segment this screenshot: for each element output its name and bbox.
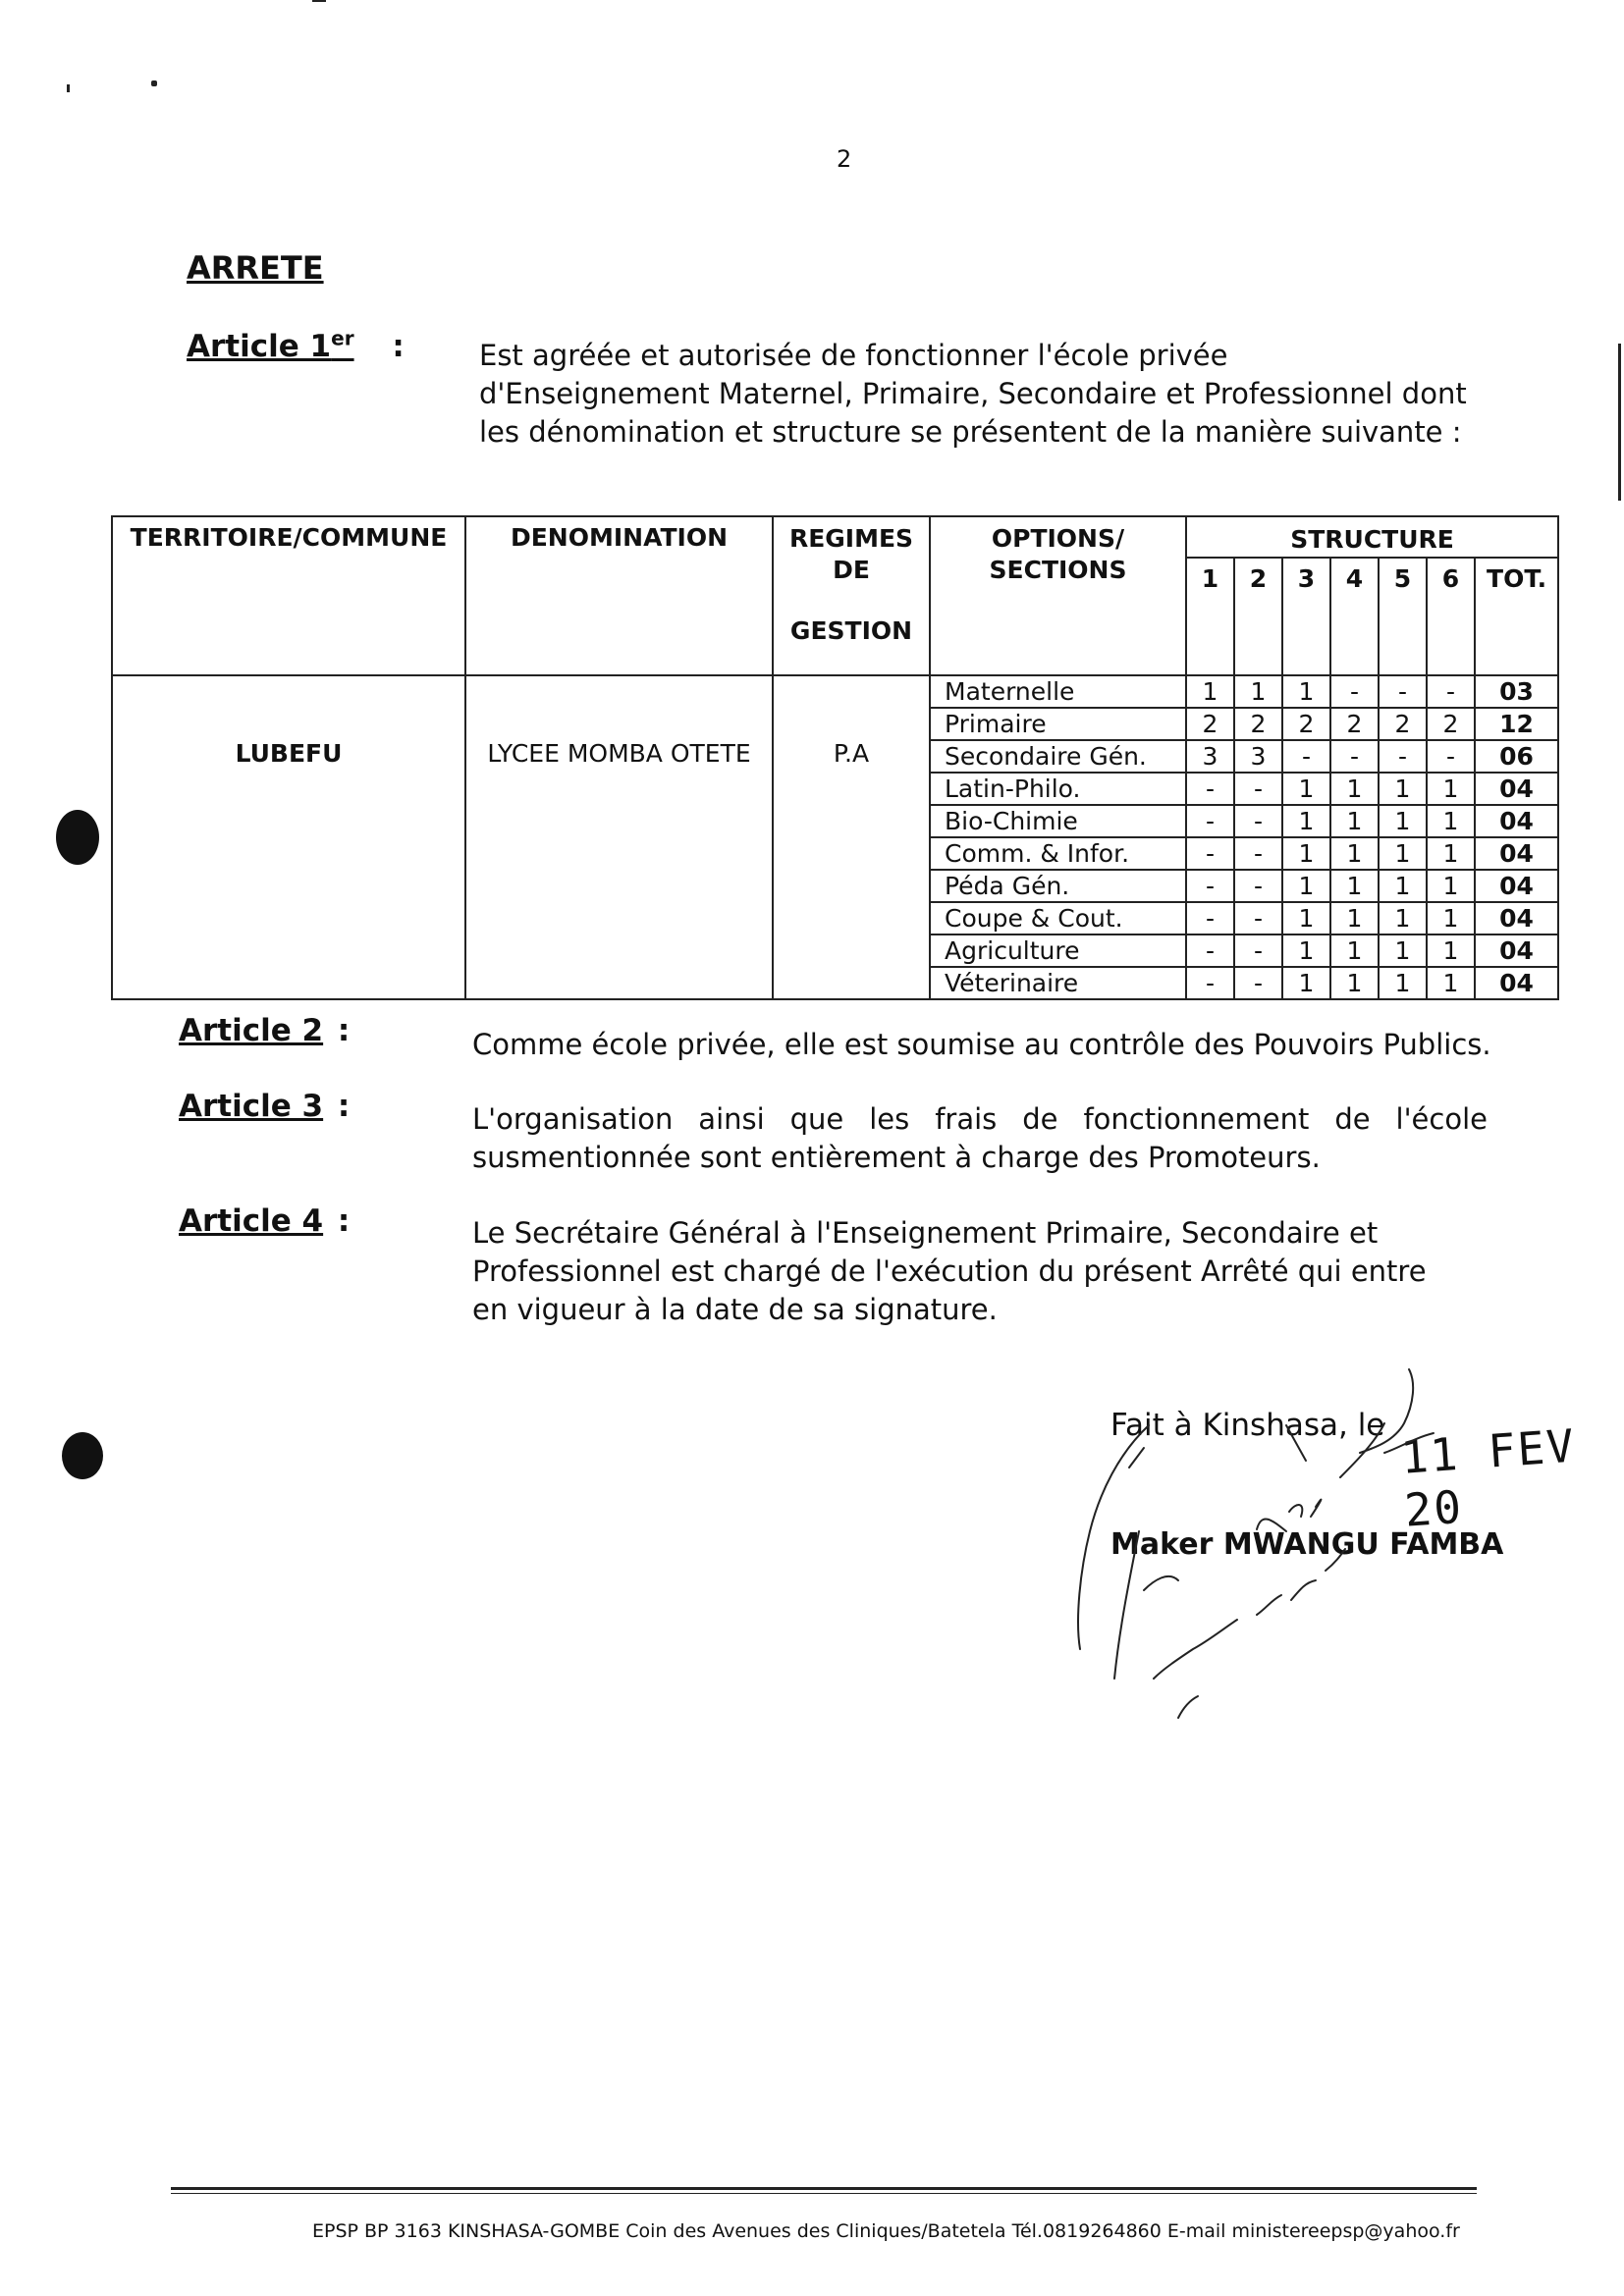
total-cell: 04 (1475, 902, 1558, 934)
article-1-body (479, 337, 1467, 452)
header-regimes-line: REGIMES (788, 524, 914, 553)
structure-cell: 1 (1379, 837, 1427, 870)
footer-rule (171, 2187, 1477, 2190)
article-1-superscript: er (331, 327, 354, 350)
article-2-name: Article 2 (179, 1013, 324, 1048)
header-level: 4 (1330, 558, 1379, 675)
article-1-name: Article 1 (187, 329, 332, 365)
structure-cell: 1 (1330, 773, 1379, 805)
article-2-label (179, 1013, 350, 1048)
structure-cell: - (1427, 675, 1475, 708)
structure-cell: 1 (1379, 805, 1427, 837)
article-1-colon: : (392, 329, 405, 365)
structure-cell: 1 (1427, 805, 1475, 837)
structure-cell: - (1330, 675, 1379, 708)
footer-rule-thin (171, 2193, 1477, 2194)
option-cell: Coupe & Cout. (930, 902, 1186, 934)
structure-cell: - (1234, 805, 1282, 837)
structure-cell: 1 (1282, 773, 1330, 805)
structure-cell: 1 (1427, 837, 1475, 870)
structure-cell: 1 (1282, 675, 1330, 708)
footer-address: EPSP BP 3163 KINSHASA-GOMBE Coin des Avenues des Cliniques/Batetela Tél.0819264860 E-mail ministereepsp@yahoo.fr (312, 2220, 1460, 2242)
header-level: 6 (1427, 558, 1475, 675)
signature-place: Fait à Kinshasa, le (1110, 1408, 1385, 1443)
structure-cell: - (1282, 740, 1330, 773)
header-level: 1 (1186, 558, 1234, 675)
structure-cell: 1 (1330, 805, 1379, 837)
territoire-cell: LUBEFU (112, 675, 465, 999)
structure-cell: 1 (1379, 902, 1427, 934)
structure-cell: 1 (1427, 967, 1475, 999)
structure-cell: - (1234, 870, 1282, 902)
option-cell: Agriculture (930, 934, 1186, 967)
structure-cell: 1 (1282, 934, 1330, 967)
structure-cell: - (1186, 773, 1234, 805)
article-2-colon: : (337, 1013, 351, 1048)
table-row (112, 675, 1558, 708)
total-cell: 04 (1475, 934, 1558, 967)
structure-cell: - (1379, 675, 1427, 708)
structure-cell: 1 (1282, 902, 1330, 934)
scan-top-mark (312, 0, 326, 2)
structure-cell: 2 (1282, 708, 1330, 740)
article-4-line: en vigueur à la date de sa signature. (472, 1293, 998, 1326)
article-4-line: Professionnel est chargé de l'exécution du présent Arrêté qui entre (472, 1255, 1427, 1288)
structure-cell: 1 (1186, 675, 1234, 708)
structure-cell: - (1234, 967, 1282, 999)
structure-cell: 1 (1427, 934, 1475, 967)
structure-cell: 1 (1234, 675, 1282, 708)
scan-edge-mark (1618, 344, 1621, 501)
structure-cell: - (1234, 837, 1282, 870)
option-cell: Véterinaire (930, 967, 1186, 999)
structure-cell: 1 (1379, 967, 1427, 999)
article-3-colon: : (337, 1089, 351, 1124)
article-3-label (179, 1089, 350, 1124)
article-4-body (472, 1214, 1427, 1329)
structure-cell: 1 (1282, 805, 1330, 837)
structure-cell: 1 (1427, 773, 1475, 805)
structure-cell: 2 (1330, 708, 1379, 740)
header-structure: STRUCTURE (1186, 516, 1558, 558)
article-4-line: Le Secrétaire Général à l'Enseignement Primaire, Secondaire et (472, 1216, 1379, 1250)
signatory-name: Maker MWANGU FAMBA (1110, 1527, 1504, 1562)
option-cell: Comm. & Infor. (930, 837, 1186, 870)
structure-cell: 2 (1379, 708, 1427, 740)
punch-hole-mark (56, 810, 99, 865)
structure-table (111, 515, 1559, 1000)
article-1-line: d'Enseignement Maternel, Primaire, Secondaire et Professionnel dont (479, 377, 1467, 410)
header-denomination: DENOMINATION (465, 516, 773, 675)
page-number: 2 (837, 145, 852, 173)
structure-cell: 1 (1427, 902, 1475, 934)
total-cell: 04 (1475, 837, 1558, 870)
article-4-colon: : (337, 1203, 351, 1239)
header-options-line: SECTIONS (989, 556, 1127, 584)
punch-hole-mark (62, 1432, 103, 1479)
structure-cell: 1 (1330, 902, 1379, 934)
structure-cell: - (1379, 740, 1427, 773)
option-cell: Bio-Chimie (930, 805, 1186, 837)
structure-cell: 1 (1282, 837, 1330, 870)
structure-cell: 1 (1330, 837, 1379, 870)
header-row-top (112, 516, 1558, 558)
option-cell: Latin-Philo. (930, 773, 1186, 805)
denomination-cell: LYCEE MOMBA OTETE (465, 675, 773, 999)
header-territoire: TERRITOIRE/COMMUNE (112, 516, 465, 675)
structure-cell: 1 (1379, 773, 1427, 805)
structure-cell: - (1186, 902, 1234, 934)
structure-cell: - (1186, 934, 1234, 967)
structure-cell: 1 (1330, 934, 1379, 967)
total-cell: 06 (1475, 740, 1558, 773)
header-level: 2 (1234, 558, 1282, 675)
structure-cell: - (1186, 837, 1234, 870)
structure-cell: - (1234, 773, 1282, 805)
total-cell: 03 (1475, 675, 1558, 708)
structure-cell: 1 (1379, 870, 1427, 902)
article-1-line: Est agréée et autorisée de fonctionner l'école privée (479, 339, 1228, 372)
document-heading: ARRETE (187, 249, 324, 287)
structure-cell: 2 (1427, 708, 1475, 740)
structure-cell: 1 (1427, 870, 1475, 902)
option-cell: Primaire (930, 708, 1186, 740)
option-cell: Secondaire Gén. (930, 740, 1186, 773)
structure-cell: 1 (1330, 870, 1379, 902)
header-level: 5 (1379, 558, 1427, 675)
structure-cell: - (1427, 740, 1475, 773)
article-1-label (187, 327, 405, 364)
scan-dot (151, 80, 157, 86)
article-4-label (179, 1203, 350, 1239)
structure-cell: - (1234, 934, 1282, 967)
header-options (930, 516, 1186, 675)
total-cell: 04 (1475, 805, 1558, 837)
structure-cell: - (1186, 967, 1234, 999)
structure-cell: 2 (1186, 708, 1234, 740)
structure-cell: - (1186, 870, 1234, 902)
article-3-body (472, 1100, 1488, 1177)
total-cell: 04 (1475, 967, 1558, 999)
header-regimes-line: GESTION (789, 616, 913, 645)
structure-cell: 2 (1234, 708, 1282, 740)
handwritten-signature (1060, 1355, 1571, 1767)
header-regimes (773, 516, 930, 675)
total-cell: 04 (1475, 773, 1558, 805)
header-options-line: OPTIONS/ (991, 524, 1125, 553)
structure-cell: 1 (1379, 934, 1427, 967)
structure-cell: 1 (1282, 967, 1330, 999)
article-3-line: susmentionnée sont entièrement à charge des Promoteurs. (472, 1141, 1321, 1174)
total-cell: 12 (1475, 708, 1558, 740)
scan-dot (67, 84, 70, 92)
header-total: TOT. (1475, 558, 1558, 675)
structure-cell: - (1234, 902, 1282, 934)
signature-date: 11 FEV 20 (1399, 1418, 1578, 1537)
article-3-name: Article 3 (179, 1089, 324, 1124)
article-2-body: Comme école privée, elle est soumise au contrôle des Pouvoirs Publics. (472, 1028, 1491, 1061)
option-cell: Péda Gén. (930, 870, 1186, 902)
regime-cell: P.A (773, 675, 930, 999)
structure-cell: - (1330, 740, 1379, 773)
article-4-name: Article 4 (179, 1203, 324, 1239)
total-cell: 04 (1475, 870, 1558, 902)
article-3-line: L'organisation ainsi que les frais de fonctionnement de l'école (472, 1102, 1488, 1136)
structure-cell: - (1186, 805, 1234, 837)
option-cell: Maternelle (930, 675, 1186, 708)
structure-cell: 1 (1330, 967, 1379, 999)
structure-cell: 3 (1186, 740, 1234, 773)
header-level: 3 (1282, 558, 1330, 675)
header-regimes-line: DE (833, 556, 870, 584)
article-1-line: les dénomination et structure se présentent de la manière suivante : (479, 415, 1462, 449)
structure-cell: 3 (1234, 740, 1282, 773)
structure-cell: 1 (1282, 870, 1330, 902)
